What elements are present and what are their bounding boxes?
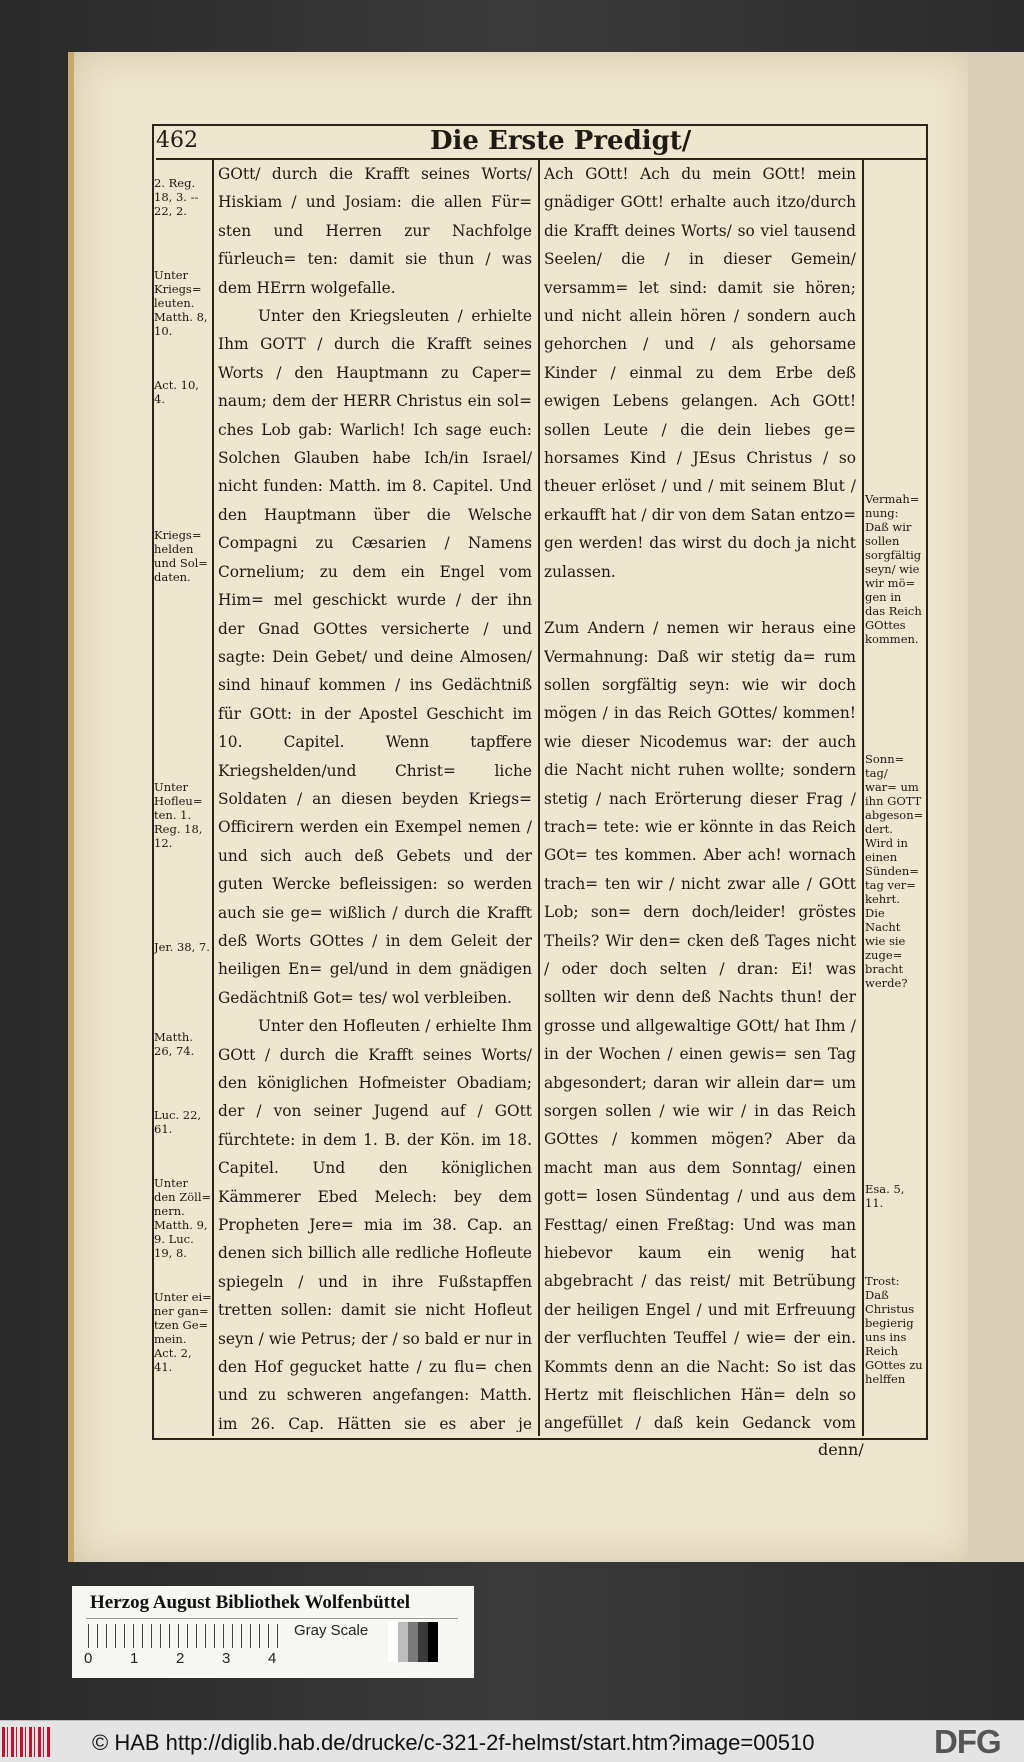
footer-copyright-link[interactable]: © HAB http://diglib.hab.de/drucke/c-321-2f-helmst/start.htm?image=00510 [92,1730,815,1755]
right-text-column [544,160,856,1432]
scale-number: 4 [268,1650,277,1667]
scale-number: 2 [176,1650,185,1667]
column-divider [538,158,540,1436]
catchword: denn/ [818,1440,864,1459]
margin-note: Jer. 38, 7. [154,940,210,954]
gray-patch [408,1622,418,1662]
margin-note: Luc. 22, 61. [154,1108,202,1136]
margin-note: Unter Kriegs= leuten. Matth. 8, 10. [154,268,208,338]
footer-bar [0,1720,1024,1762]
gray-patch [398,1622,408,1662]
card-divider [86,1618,458,1619]
left-margin-rule [212,158,214,1436]
margin-note: Unter den Zöll= nern. Matth. 9, 9. Luc. 19, 8. [154,1176,212,1260]
margin-note: Act. 10, 4. [154,378,199,406]
margin-note: Matth. 26, 74. [154,1030,195,1058]
running-title: Die Erste Predigt/ [430,126,692,156]
scale-number: 0 [84,1650,93,1667]
scale-number: 1 [130,1650,139,1667]
barcode-icon [2,1727,50,1757]
page-number: 462 [156,128,198,153]
margin-note: 2. Reg. 18, 3. -- 22, 2. [154,176,199,218]
ruler-ticks [88,1624,278,1648]
right-margin-rule [862,158,864,1436]
left-text-column [218,160,532,1432]
paragraph: Unter den Hofleuten / erhielte Ihm GOtt / durch die Krafft seines Worts/ den königlichen Hofmeister Obadiam; der / von seiner Jugend auf / GOtt fürchtete: in dem 1. B. der Kön. im 18. Capitel. Und den königlichen Kämmerer Ebed Melech: bey dem Propheten Jere= mia im 38. Cap. an denen sich billich alle redliche Hofleute spiegeln / und in ihre Fußstapffen tretten sollen: damit sie nicht Hofleut seyn / wie Petrus; der / so bald er nur in den Hof gegucket hatte / zu flu= chen und zu schweren angefangen: Matth. im 26. Cap. Hätten sie es aber je [218,1017,532,1432]
paragraph: GOtt/ durch die Krafft seines Worts/ Hiskiam / und Josiam: die allen Für= sten und Herren zur Nachfolge fürleuch= ten: damit sie thun / was dem HErrn wolgefalle. [218,165,532,297]
dfg-logo: DFG [934,1723,1001,1760]
margin-note: Sonn= tag/ war= um ihn GOTT abgeson= dert. Wird in einen Sünden= tag ver= kehrt. Die Nacht wie sie zuge= bracht werde? [865,752,923,990]
gray-patch [388,1622,398,1662]
margin-note: Unter ei= ner gan= tzen Ge= mein. Act. 2, 41. [154,1290,212,1374]
library-name: Herzog August Bibliothek Wolfenbüttel [90,1592,411,1613]
scale-number: 3 [222,1650,231,1667]
gray-patch [418,1622,428,1662]
margin-note: Trost: Daß Christus begierig uns ins Reich GOttes zu helffen [865,1274,923,1386]
gray-scale-label: Gray Scale [294,1622,369,1639]
next-page-edge [968,52,1024,1562]
paragraph: Zum Andern / nemen wir heraus eine Vermahnung: Daß wir stetig da= rum sollen sorgfältig seyn: wie wir doch mögen / in das Reich GOttes/ kommen! wie dieser Nicodemus war: der auch die Nacht nicht ruhen wollte; sondern stetig / nach Erörterung dieser Frag / trach= tete: wie er könnte in das Reich GOt= tes kommen. Aber ach! wornach trach= ten wir / nicht zwar alle / GOtt Lob; son= dern doch/leider! gröstes Theils? Wir den= cken deß Tages nicht / oder doch selten / dran: Ei! was sollten wir denn deß Nachts thun! der grosse und allgewaltige GOtt/ hat Ihm / in der Wochen / einen gewis= sen Tag abgesondert; daran wir allein dar= um sorgen sollen / wie wir / in das Reich GOttes / kommen mögen? Aber da macht man aus dem Sonntag/ einen gott= losen Sündentag / und aus dem Festtag/ einen Freßtag: Und was man hiebevor kaum ein wenig hat abgebracht / das reist/ mit Betrübung der heiligen Engel / und mit Erfreuung der verfluchten Teuffel / wie= der ein. Kommts denn an die Nacht: So ist das Hertz mit fleischlichen Hän= deln so angefüllet / daß kein Gedanck vom [544,619,856,1432]
gray-patch [428,1622,438,1662]
paragraph: Unter den Kriegsleuten / erhielte Ihm GOTT / durch die Krafft seines Worts / den Hauptmann zu Caper= naum; dem der HERR Christus ein sol= ches Lob gab: Warlich! Ich sage euch: Solchen Glauben habe Ich/in Israel/ nicht funden: Matth. im 8. Capitel. Und den Hauptmann über die Welsche Compagni zu Cæsarien / Namens Cornelium; zu dem ein Engel vom Him= mel geschickt wurde / der ihn der Gnad GOttes versicherte / und sagte: Dein Gebet/ und deine Almosen/ sind hinauf kommen / ins Gedächtniß für GOtt: in der Apostel Geschicht im 10. Capitel. Wenn tapffere Kriegshelden/und Christ= liche Soldaten / an diesen beyden Kriegs= Officirern werden ein Exempel nemen / und sich auch deß Gebets und der guten Wercke befleissigen: so werden auch sie ge= wißlich / durch die Krafft deß Worts GOttes / in dem Geleit der heiligen En= gel/und in dem gnädigen Gedächtniß Got= tes/ wol verbleiben. [218,307,532,1007]
margin-note: Unter Hofleu= ten. 1. Reg. 18, 12. [154,780,203,850]
margin-note: Esa. 5, 11. [865,1182,905,1210]
margin-note: Vermah= nung: Daß wir sollen sorgfältig seyn/ wie wir mö= gen in das Reich GOttes kommen. [865,492,922,646]
paragraph: Ach GOtt! Ach du mein GOtt! mein gnädiger GOtt! erhalte auch itzo/durch die Krafft deines Worts/ so viel tausend Seelen/ die / in dieser Gemein/ versamm= let sind: damit sie hören; und nicht allein hören / sondern auch gehorchen / und / als gehorsame Kinder / einmal zu dem Erbe deß ewigen Lebens gelangen. Ach GOtt! sollen Leute / die dein liebes ge= horsames Kind / JEsus Christus / so theuer erlöset / und / mit seinem Blut / erkaufft hat / dir von dem Satan entzo= gen werden! das wirst du doch ja nicht zulassen. [544,165,856,581]
margin-note: Kriegs= helden und Sol= daten. [154,528,208,584]
library-color-card [72,1586,474,1678]
